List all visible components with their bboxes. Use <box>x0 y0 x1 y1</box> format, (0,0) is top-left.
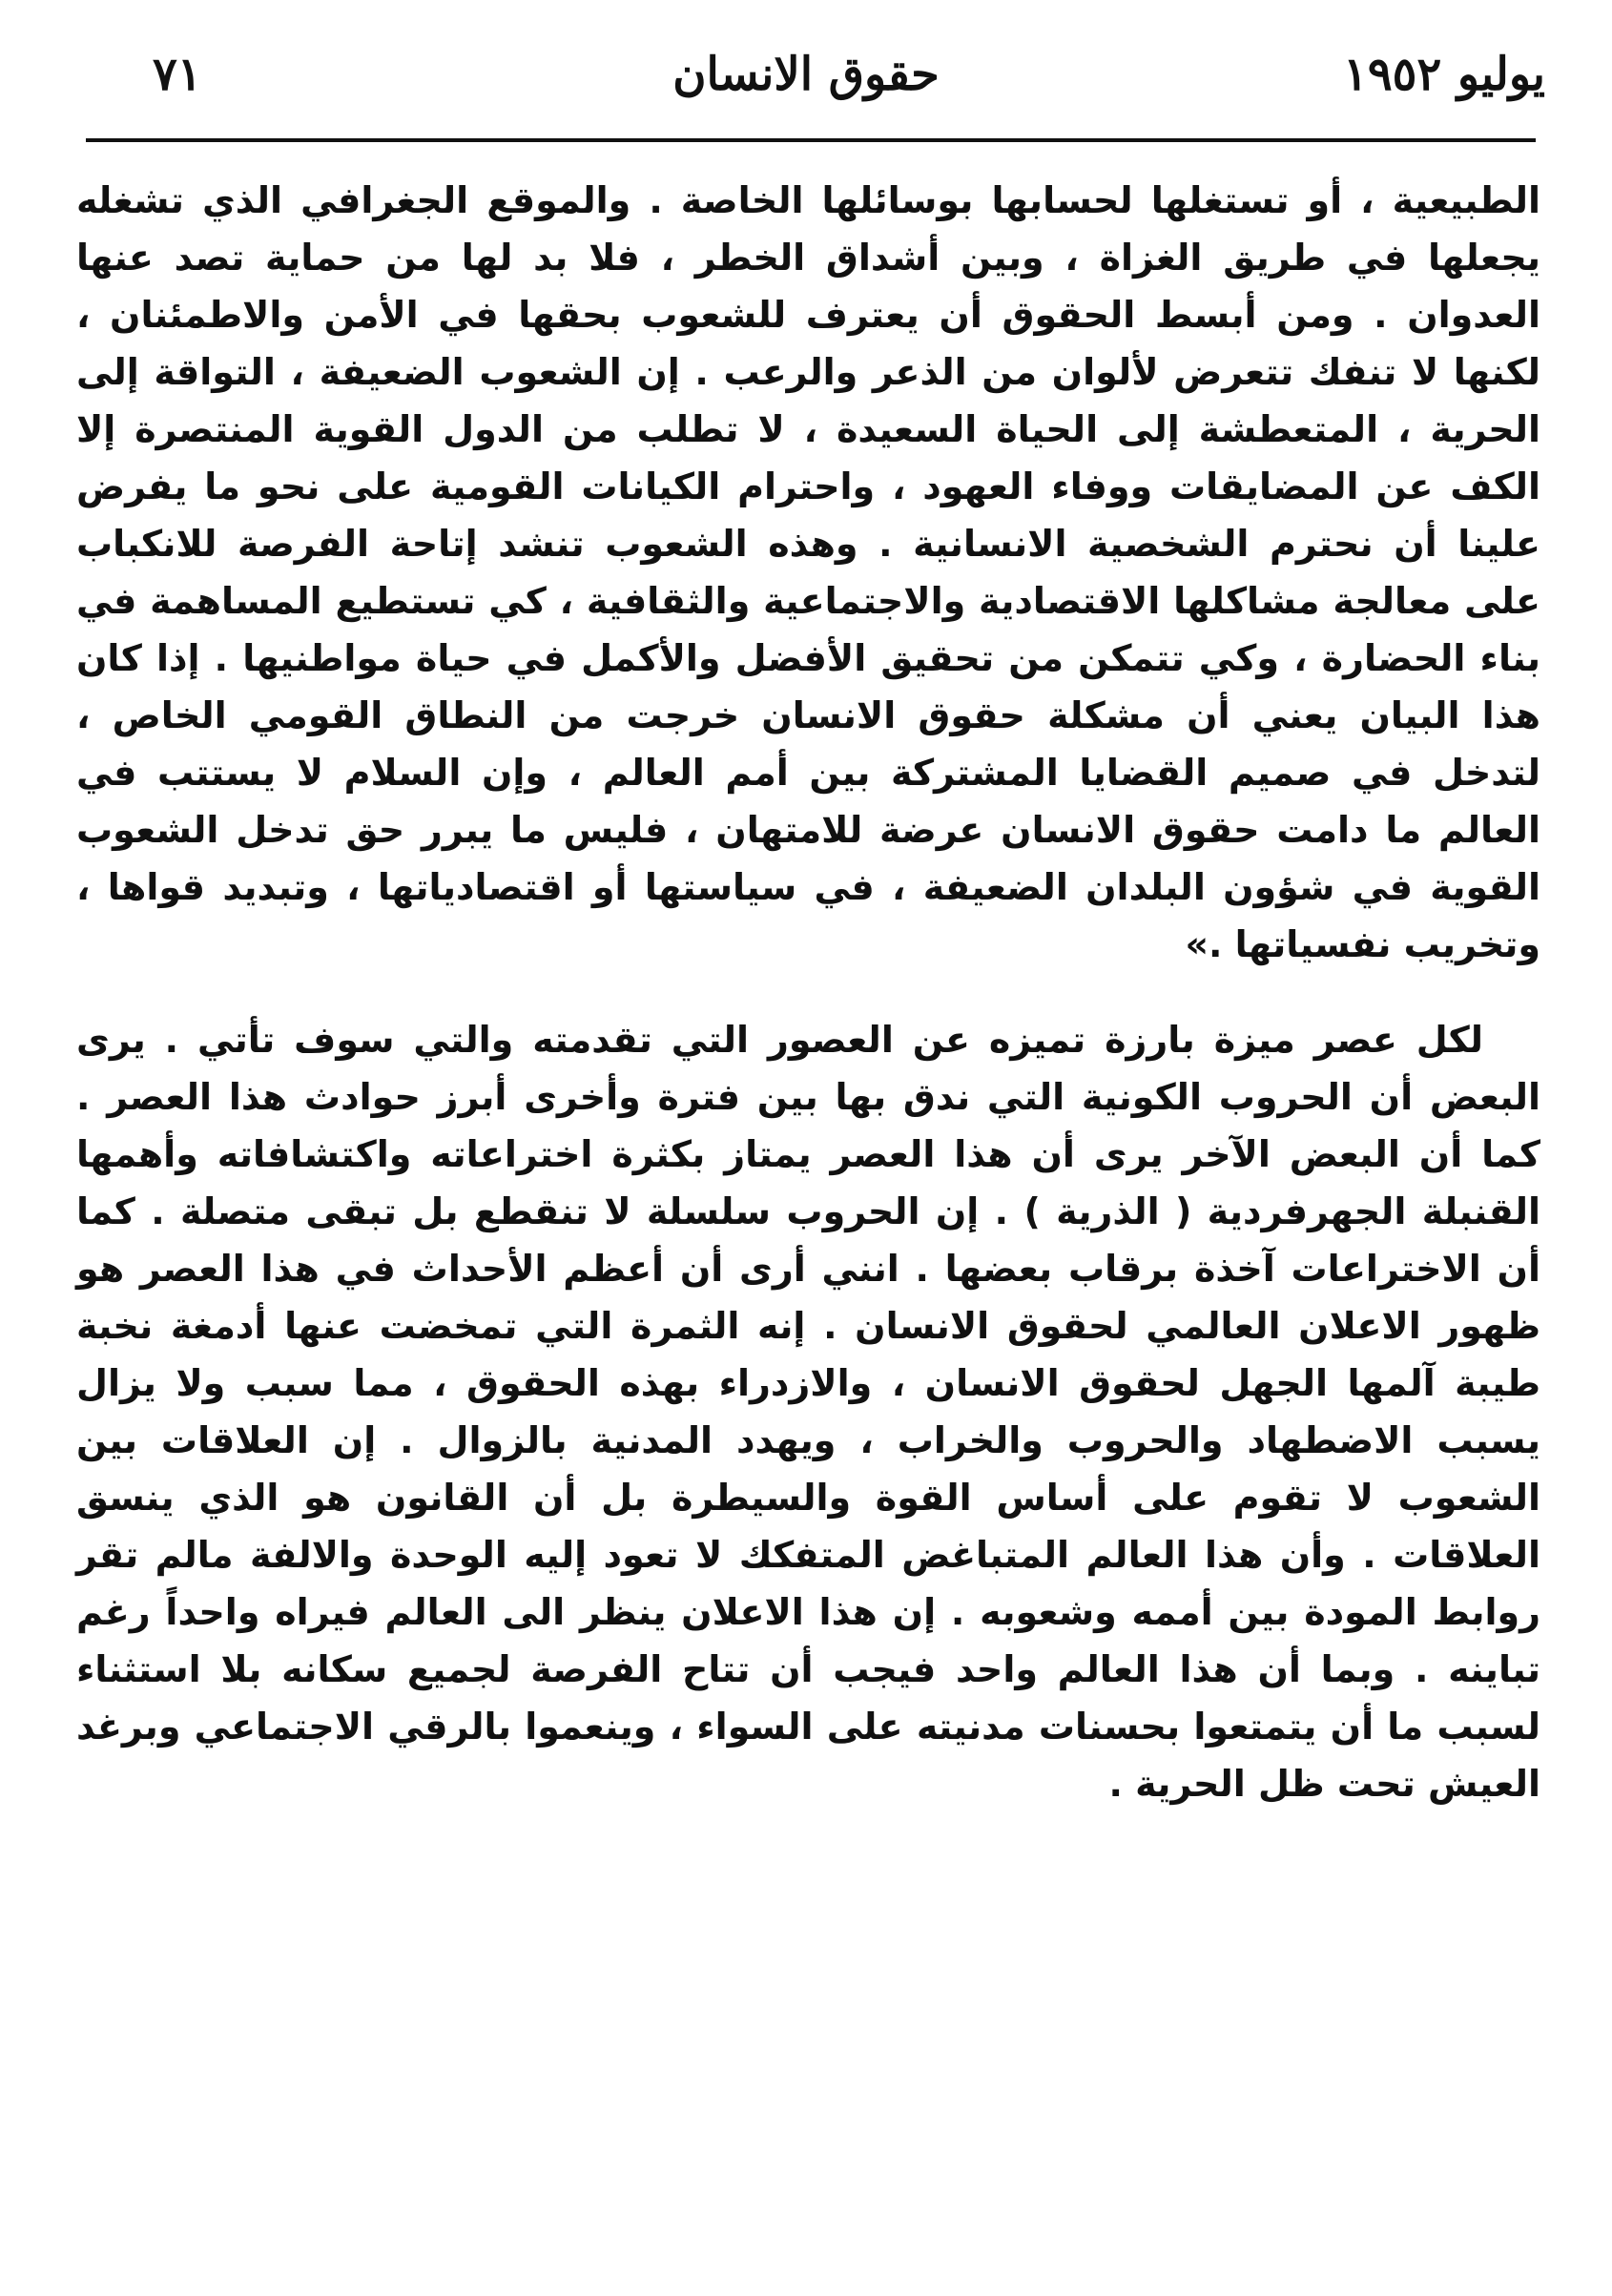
issue-date: يوليو ١٩٥٢ <box>1343 48 1545 101</box>
page-number: ٧١ <box>153 48 202 101</box>
running-title: حقوق الانسان <box>672 48 940 101</box>
paragraph-1: الطبيعية ، أو تستغلها لحسابها بوسائلها الخاصة . والموقع الجغرافي الذي تشغله يجعلها في طريق الغزاة ، وبين أشداق الخطر ، فلا بد لها من حماية تصد عنها العدوان . ومن أبسط الحقوق أن يعترف للشعوب بحقها في الأمن والاطمئنان ، لكنها لا تنفك تتعرض لألوان من الذعر والرعب . إن الشعوب الضعيفة ، التواقة إلى الحرية ، المتعطشة إلى الحياة السعيدة ، لا تطلب من الدول القوية المنتصرة إلا الكف عن المضايقات ووفاء العهود ، واحترام الكيانات القومية على نحو ما يفرض علينا أن نحترم الشخصية الانسانية . وهذه الشعوب تنشد إتاحة الفرصة للانكباب على معالجة مشاكلها الاقتصادية والاجتماعية والثقافية ، كي تستطيع المساهمة في بناء الحضارة ، وكي تتمكن من تحقيق الأفضل والأكمل في حياة مواطنيها . إذا كان هذا البيان يعني أن مشكلة حقوق الانسان خرجت من النطاق القومي الخاص ، لتدخل في صميم القضايا المشتركة بين أمم العالم ، وإن السلام لا يستتب في العالم ما دامت حقوق الانسان عرضة للامتهان ، فليس ما يبرر حق تدخل الشعوب القوية في شؤون البلدان الضعيفة ، في سياستها أو اقتصادياتها ، وتبديد قواها ، وتخريب نفسياتها .» <box>76 179 1540 965</box>
paragraph-2: لكل عصر ميزة بارزة تميزه عن العصور التي تقدمته والتي سوف تأتي . يرى البعض أن الحروب الكونية التي ندق بها بين فترة وأخرى أبرز حوادث هذا العصر . كما أن البعض الآخر يرى أن هذا العصر يمتاز بكثرة اختراعاته واكتشافاته وأهمها القنبلة الجهرفردية ( الذرية ) . إن الحروب سلسلة لا تنقطع بل تبقى متصلة . كما أن الاختراعات آخذة برقاب بعضها . انني أرى أن أعظم الأحداث في هذا العصر هو ظهور الاعلان العالمي لحقوق الانسان . إنه الثمرة التي تمخضت عنها أدمغة نخبة طيبة آلمها الجهل لحقوق الانسان ، والازدراء بهذه الحقوق ، مما سبب ولا يزال يسبب الاضطهاد والحروب والخراب ، ويهدد المدنية بالزوال . إن العلاقات بين الشعوب لا تقوم على أساس القوة والسيطرة بل أن القانون هو الذي ينسق العلاقات . وأن هذا العالم المتباغض المتفكك لا تعود إليه الوحدة والالفة مالم تقر روابط المودة بين أممه وشعوبه . إن هذا الاعلان ينظر الى العالم فيراه واحداً رغم تباينه . وبما أن هذا العالم واحد فيجب أن تتاح الفرصة لجميع سكانه بلا استثناء لسبب ما أن يتمتعوا بحسنات مدنيته على السواء ، وينعموا بالرقي الاجتماعي وبرغد العيش تحت ظل الحرية . <box>76 1019 1540 1805</box>
header-rule <box>86 138 1536 142</box>
running-header <box>57 38 1555 124</box>
body-text <box>76 172 1540 1812</box>
